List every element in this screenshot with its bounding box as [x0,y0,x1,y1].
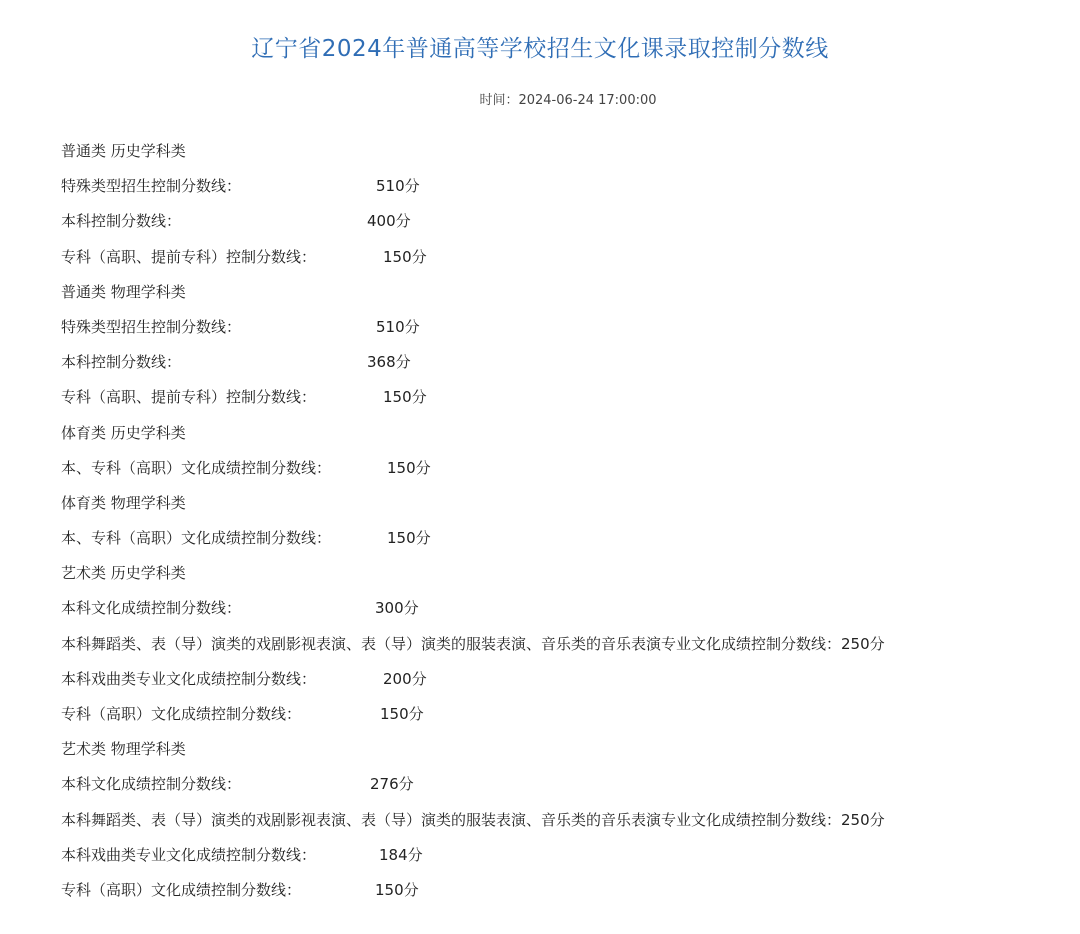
score-row [61,697,1061,732]
score-value: 400分 [367,212,411,231]
score-value: 276分 [370,775,414,794]
score-row [61,204,1061,239]
section-heading [61,416,1061,451]
publish-time: 时间：2024-06-24 17:00:00 [479,93,657,108]
score-row [61,803,1061,838]
page-title: 辽宁省2024年普通高等学校招生文化课录取控制分数线 [251,36,829,62]
score-value: 150分 [383,388,427,407]
score-row [61,662,1061,697]
section-heading [61,732,1061,767]
section-heading-label: 普通类 历史学科类 [61,142,186,160]
score-label: 特殊类型招生控制分数线： [61,317,242,336]
score-row [61,838,1061,873]
score-list [61,134,1061,908]
score-label: 本、专科（高职）文化成绩控制分数线： [61,529,332,548]
score-label: 本科控制分数线： [61,353,182,372]
section-heading [61,275,1061,310]
score-value: 150分 [383,247,427,266]
score-label: 专科（高职、提前专科）控制分数线： [61,247,317,266]
score-label: 本科文化成绩控制分数线： [61,775,242,794]
score-row [61,873,1061,908]
score-label: 专科（高职）文化成绩控制分数线： [61,880,302,899]
score-value: 510分 [376,177,420,196]
score-value: 150分 [387,529,431,548]
score-value: 150分 [380,705,424,723]
section-heading-label: 艺术类 物理学科类 [61,740,186,759]
score-value: 300分 [375,599,419,618]
score-label: 本科舞蹈类、表（导）演类的戏剧影视表演、表（导）演类的服装表演、音乐类的音乐表演专业文化成绩控制分数线：250分 [61,634,885,653]
score-label: 专科（高职、提前专科）控制分数线： [61,388,317,407]
score-label: 特殊类型招生控制分数线： [61,177,242,196]
score-row [61,380,1061,415]
score-row [61,240,1061,275]
score-label: 本科戏曲类专业文化成绩控制分数线： [61,845,317,864]
score-row [61,451,1061,486]
score-row [61,521,1061,556]
score-value: 200分 [383,669,427,688]
score-value: 150分 [387,458,431,477]
section-heading [61,134,1061,169]
score-label: 本科控制分数线： [61,212,182,231]
score-value: 510分 [376,317,420,336]
section-heading [61,556,1061,591]
score-row [61,345,1061,380]
section-heading-label: 体育类 历史学科类 [61,423,186,442]
score-value: 368分 [367,353,411,372]
score-value: 184分 [379,845,423,864]
section-heading-label: 艺术类 历史学科类 [61,564,186,583]
section-heading [61,486,1061,521]
score-label: 专科（高职）文化成绩控制分数线： [61,705,302,723]
score-value: 150分 [375,880,419,899]
score-label: 本科舞蹈类、表（导）演类的戏剧影视表演、表（导）演类的服装表演、音乐类的音乐表演专业文化成绩控制分数线：250分 [61,810,885,829]
section-heading-label: 普通类 物理学科类 [61,282,186,301]
score-row [61,767,1061,802]
section-heading-label: 体育类 物理学科类 [61,493,186,512]
score-row [61,169,1061,204]
score-row [61,627,1061,662]
score-label: 本科文化成绩控制分数线： [61,599,242,618]
score-row [61,591,1061,626]
score-label: 本科戏曲类专业文化成绩控制分数线： [61,669,317,688]
score-row [61,310,1061,345]
score-label: 本、专科（高职）文化成绩控制分数线： [61,458,332,477]
